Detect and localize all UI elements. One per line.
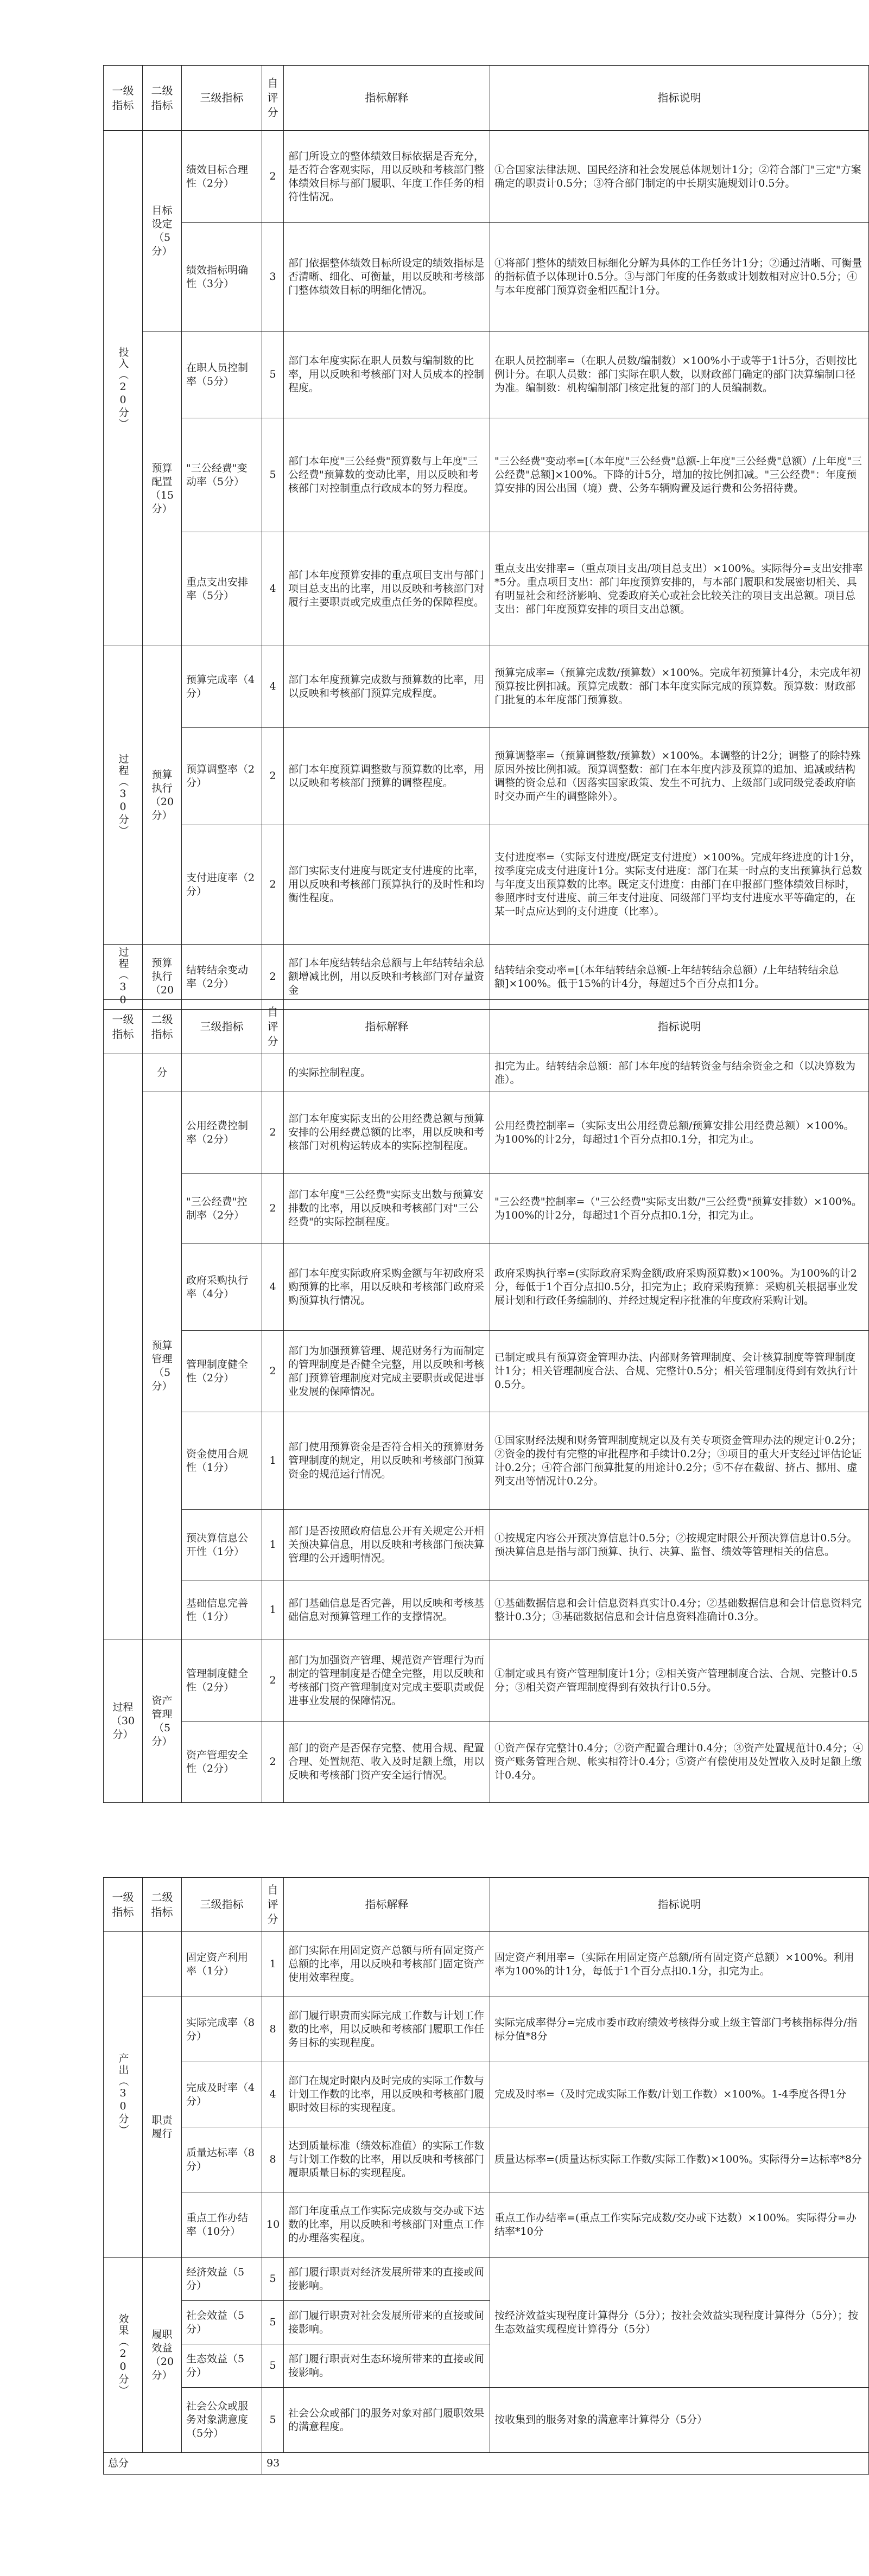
cell-l3: 重点支出安排率（5分） bbox=[182, 532, 262, 646]
group-l2: 预算执行（20分） bbox=[143, 646, 182, 945]
cell-l3: 预算完成率（4分） bbox=[182, 646, 262, 728]
table-row bbox=[104, 1244, 869, 1331]
cell-explain: 部门实际支付进度与既定支付进度的比率，用以反映和考核部门预算执行的及时性和均衡性程度。 bbox=[284, 825, 490, 945]
table-section-2 bbox=[0, 934, 864, 1818]
cell-l3: 预决算信息公开性（1分） bbox=[182, 1510, 262, 1580]
cell-desc: 政府采购执行率=(实际政府采购金额/政府采购预算数)×100%。为100%的计2分，每低于1个百分点扣0.5分，扣完为止；政府采购预算：采购机关根据事业发展计划和行政任务编制的、并经过规定程序批准的年度政府采购计划。 bbox=[490, 1244, 869, 1331]
cell-score: 2 bbox=[262, 1721, 284, 1803]
cell-explain: 部门实际在用固定资产总额与所有固定资产总额的比率，用以反映和考核部门固定资产使用效率程度。 bbox=[284, 1932, 490, 1997]
group-l2: 预算配置（15分） bbox=[143, 331, 182, 646]
header-l3: 三级指标 bbox=[182, 66, 262, 131]
group-l2: 履职效益（20分） bbox=[143, 2258, 182, 2453]
cell-score: 1 bbox=[262, 1580, 284, 1640]
cell-l3: 绩效指标明确性（3分） bbox=[182, 223, 262, 331]
cell-desc: ①合国家法律法规、国民经济和社会发展总体规划计1分；②符合部门"三定"方案确定的职责计0.5分；③符合部门制定的中长期实施规划计0.5分。 bbox=[490, 131, 869, 223]
cell-l3: 支付进度率（2分） bbox=[182, 825, 262, 945]
cell-l3: 固定资产利用率（1分） bbox=[182, 1932, 262, 1997]
cell-desc: ①制定或具有资产管理制度计1分；②相关资产管理制度合法、合规、完整计0.5分；③相关资产管理制度得到有效执行计0.5分。 bbox=[490, 1640, 869, 1721]
cell-l3: 管理制度健全性（2分） bbox=[182, 1640, 262, 1721]
cell-desc: 质量达标率=(质量达标实际工作数/实际工作数)×100%。实际得分=达标率*8分 bbox=[490, 2127, 869, 2192]
cell-score: 8 bbox=[262, 1997, 284, 2062]
cell-l3: 经济效益（5分） bbox=[182, 2258, 262, 2301]
cell-explain: 的实际控制程度。 bbox=[284, 1054, 490, 1092]
cell-l3: 完成及时率（4分） bbox=[182, 2062, 262, 2127]
header-l1: 一级指标 bbox=[104, 66, 143, 131]
cell-score: 4 bbox=[262, 2062, 284, 2127]
cell-desc: 固定资产利用率=（实际在用固定资产总额/所有固定资产总额）×100%。利用率为100%的计1分，每低于1个百分点扣0.1分，扣完为止。 bbox=[490, 1932, 869, 1997]
cell-explain: 部门履行职责对生态环境所带来的直接或间接影响。 bbox=[284, 2344, 490, 2388]
header-score: 自评分 bbox=[262, 1000, 284, 1054]
cell-score: 3 bbox=[262, 223, 284, 331]
header-l2: 二级指标 bbox=[143, 1878, 182, 1932]
cell-score: 2 bbox=[262, 1331, 284, 1412]
cell-desc: 实际完成率得分=完成市委市政府绩效考核得分或上级主管部门考核指标得分/指标分值*8分 bbox=[490, 1997, 869, 2062]
header-l3: 三级指标 bbox=[182, 1000, 262, 1054]
cell-explain: 达到质量标准（绩效标准值）的实际工作数与计划工作数的比率，用以反映和考核部门履职质量目标的实现程度。 bbox=[284, 2127, 490, 2192]
cell-desc: ①基础数据信息和会计信息资料真实计0.4分；②基础数据信息和会计信息资料完整计0.3分；③基础数据信息和会计信息资料准确计0.3分。 bbox=[490, 1580, 869, 1640]
table-section-1 bbox=[0, 0, 863, 1007]
table-row bbox=[104, 2127, 869, 2192]
group-l2: 预算管理（5分） bbox=[143, 1092, 182, 1640]
table-row bbox=[104, 532, 869, 646]
table-row bbox=[104, 223, 869, 331]
cell-l3: 质量达标率（8分） bbox=[182, 2127, 262, 2192]
cell-explain: 部门依据整体绩效目标所设定的绩效指标是否清晰、细化、可衡量，用以反映和考核部门整体绩效目标的明细化情况。 bbox=[284, 223, 490, 331]
cell-desc: "三公经费"控制率=（"三公经费"实际支出数/"三公经费"预算安排数）×100%。为100%的计2分，每超过1个百分点扣0.1分，扣完为止。 bbox=[490, 1174, 869, 1244]
cell-l3: 公用经费控制率（2分） bbox=[182, 1092, 262, 1174]
cell-explain: 部门本年度预算调整数与预算数的比率，用以反映和考核部门预算的调整程度。 bbox=[284, 728, 490, 825]
cell-desc: ①将部门整体的绩效目标细化分解为具体的工作任务计1分；②通过清晰、可衡量的指标值予以体现计0.5分。③与部门年度的任务数或计划数相对应计0.5分；④与本年度部门预算资金相匹配计1分。 bbox=[490, 223, 869, 331]
group-l2: 预算执行（20 bbox=[143, 945, 182, 1010]
cell-score: 1 bbox=[262, 1932, 284, 1997]
table-row bbox=[104, 646, 869, 728]
indicator-table-3 bbox=[103, 1877, 869, 2475]
cell-l3: 重点工作办结率（10分） bbox=[182, 2192, 262, 2258]
header-desc: 指标说明 bbox=[490, 1000, 869, 1054]
header-row bbox=[104, 66, 869, 131]
cell-explain: 部门履行职责而实际完成工作数与计划工作数的比率，用以反映和考核部门履职工作任务目标的实现程度。 bbox=[284, 1997, 490, 2062]
table-row bbox=[104, 728, 869, 825]
cell-explain: 部门是否按照政府信息公开有关规定公开相关预决算信息，用以反映和考核部门预决算管理的公开透明情况。 bbox=[284, 1510, 490, 1580]
cell-explain: 部门本年度实际在职人员数与编制数的比率，用以反映和考核部门对人员成本的控制程度。 bbox=[284, 331, 490, 418]
table-row bbox=[104, 2388, 869, 2453]
cell-explain: 社会公众或部门的服务对象对部门履职效果的满意程度。 bbox=[284, 2388, 490, 2453]
cell-score: 2 bbox=[262, 131, 284, 223]
table-row bbox=[104, 1510, 869, 1580]
group-l1: 过程（30 bbox=[104, 945, 143, 1010]
cell-desc: 重点支出安排率=（重点项目支出/项目总支出）×100%。实际得分=支出安排率*5分。重点项目支出：部门年度预算安排的，与本部门履职和发展密切相关、具有明显社会和经济影响、党委政府关心或社会比较关注的项目支出总额。项目总支出：部门年度预算安排的项目支出总额。 bbox=[490, 532, 869, 646]
cell-l3: 政府采购执行率（4分） bbox=[182, 1244, 262, 1331]
group-l2: 职责履行 bbox=[143, 1997, 182, 2258]
group-l1: 投入（20分） bbox=[104, 131, 143, 646]
group-l2: 资产管理（5分） bbox=[143, 1640, 182, 1803]
cell-score: 8 bbox=[262, 2127, 284, 2192]
cell-score: 2 bbox=[262, 1640, 284, 1721]
header-row bbox=[104, 1878, 869, 1932]
cell-desc: 在职人员控制率=（在职人员数/编制数）×100%小于或等于1计5分，否则按比例计分。在职人员数：部门实际在职人数，以财政部门确定的部门决算编制口径为准。编制数：机构编制部门核定批复的部门的人员编制数。 bbox=[490, 331, 869, 418]
cell-explain: 部门本年度预算完成数与预算数的比率，用以反映和考核部门预算完成程度。 bbox=[284, 646, 490, 728]
cell-l3: 资产管理安全性（2分） bbox=[182, 1721, 262, 1803]
cell-explain: 部门本年度实际支出的公用经费总额与预算安排的公用经费总额的比率，用以反映和考核部门对机构运转成本的实际控制程度。 bbox=[284, 1092, 490, 1174]
cell-score: 5 bbox=[262, 418, 284, 532]
cell-l3 bbox=[182, 1054, 262, 1092]
cell-explain: 部门为加强资产管理、规范资产管理行为而制定的管理制度是否健全完整，用以反映和考核部门资产管理制度对完成主要职责或促进事业发展的保障情况。 bbox=[284, 1640, 490, 1721]
cell-l3: 社会公众或服务对象满意度（5分） bbox=[182, 2388, 262, 2453]
cell-score bbox=[262, 1054, 284, 1092]
table-row bbox=[104, 2062, 869, 2127]
cell-score: 5 bbox=[262, 331, 284, 418]
cell-desc: 预算完成率=（预算完成数/预算数）×100%。完成年初预算计4分，未完成年初预算按比例扣减。预算完成数：部门本年度实际完成的预算数。预算数：财政部门批复的本年度部门预算数。 bbox=[490, 646, 869, 728]
table-row bbox=[104, 418, 869, 532]
table-row bbox=[104, 1932, 869, 1997]
group-l1: 过程（30分） bbox=[104, 646, 143, 945]
cell-desc: 按收集到的服务对象的满意率计算得分（5分） bbox=[490, 2388, 869, 2453]
cell-desc: ①资产保存完整计0.4分；②资产配置合理计0.4分；③资产处置规范计0.4分；④资产账务管理合规、帐实相符计0.4分；⑤资产有偿使用及处置收入及时足额上缴计0.4分。 bbox=[490, 1721, 869, 1803]
table-row bbox=[104, 331, 869, 418]
header-desc: 指标说明 bbox=[490, 66, 869, 131]
cell-explain: 部门本年度结转结余总额与上年结转结余总额增减比例，用以反映和考核部门对存量资金 bbox=[284, 945, 490, 1010]
cell-l3: 预算调整率（2分） bbox=[182, 728, 262, 825]
header-desc: 指标说明 bbox=[490, 1878, 869, 1932]
cell-explain: 部门本年度"三公经费"实际支出数与预算安排数的比率，用以反映和考核部门对"三公经费"的实际控制程度。 bbox=[284, 1174, 490, 1244]
group-l1: 过程（30分） bbox=[104, 1640, 143, 1803]
cell-explain: 部门基础信息是否完善，用以反映和考核基础信息对预算管理工作的支撑情况。 bbox=[284, 1580, 490, 1640]
cell-desc: ①按规定内容公开预决算信息计0.5分；②按规定时限公开预决算信息计0.5分。预决算信息是指与部门预算、执行、决算、监督、绩效等管理相关的信息。 bbox=[490, 1510, 869, 1580]
cell-explain: 部门所设立的整体绩效目标依据是否充分，是否符合客观实际，用以反映和考核部门整体绩效目标与部门履职、年度工作任务的相符性情况。 bbox=[284, 131, 490, 223]
cell-score: 1 bbox=[262, 1510, 284, 1580]
cell-score: 4 bbox=[262, 532, 284, 646]
table-row bbox=[104, 2258, 869, 2301]
indicator-table-1 bbox=[103, 65, 869, 1010]
cell-explain: 部门本年度实际政府采购金额与年初政府采购预算的比率，用以反映和考核部门政府采购预算执行情况。 bbox=[284, 1244, 490, 1331]
cell-desc: ①国家财经法规和财务管理制度规定以及有关专项资金管理办法的规定计0.2分；②资金的拨付有完整的审批程序和手续计0.2分；③项目的重大开支经过评估论证计0.2分；④符合部门预算批复的用途计0.2分；⑤不存在截留、挤占、挪用、虚列支出等情况计0.2分。 bbox=[490, 1412, 869, 1510]
table-row bbox=[104, 1174, 869, 1244]
cell-desc: 已制定或具有预算资金管理办法、内部财务管理制度、会计核算制度等管理制度计1分；相关管理制度合法、合规、完整计0.5分；相关管理制度得到有效执行计0.5分。 bbox=[490, 1331, 869, 1412]
header-l1: 一级指标 bbox=[104, 1000, 143, 1054]
group-l2 bbox=[143, 1932, 182, 1997]
cell-explain: 部门使用预算资金是否符合相关的预算财务管理制度的规定，用以反映和考核部门预算资金的规范运行情况。 bbox=[284, 1412, 490, 1510]
cell-l3: 基础信息完善性（1分） bbox=[182, 1580, 262, 1640]
header-explain: 指标解释 bbox=[284, 1878, 490, 1932]
header-l1: 一级指标 bbox=[104, 1878, 143, 1932]
cell-explain: 部门本年度预算安排的重点项目支出与部门项目总支出的比率，用以反映和考核部门对履行主要职责或完成重点任务的保障程度。 bbox=[284, 532, 490, 646]
cell-l3: 在职人员控制率（5分） bbox=[182, 331, 262, 418]
cell-score: 2 bbox=[262, 728, 284, 825]
header-explain: 指标解释 bbox=[284, 66, 490, 131]
cell-score: 2 bbox=[262, 1174, 284, 1244]
table-row bbox=[104, 2192, 869, 2258]
cell-explain: 部门在规定时限内及时完成的实际工作数与计划工作数的比率，用以反映和考核部门履职时效目标的实现程度。 bbox=[284, 2062, 490, 2127]
cell-desc: 结转结余变动率=[（本年结转结余总额-上年结转结余总额）/上年结转结余总额]×100%。低于15%的计4分，每超过5个百分点扣1分。 bbox=[490, 945, 869, 1010]
cell-l3: 生态效益（5分） bbox=[182, 2344, 262, 2388]
cell-l3: 资金使用合规性（1分） bbox=[182, 1412, 262, 1510]
table-row bbox=[104, 1721, 869, 1803]
table-row bbox=[104, 1580, 869, 1640]
cell-score: 2 bbox=[262, 945, 284, 1010]
total-score: 93 bbox=[262, 2453, 869, 2475]
header-l2: 二级指标 bbox=[143, 1000, 182, 1054]
group-l2: 分 bbox=[143, 1054, 182, 1092]
cell-l3: "三公经费"控制率（2分） bbox=[182, 1174, 262, 1244]
cell-explain: 部门履行职责对经济发展所带来的直接或间接影响。 bbox=[284, 2258, 490, 2301]
cell-explain: 部门为加强预算管理、规范财务行为而制定的管理制度是否健全完整，用以反映和考核部门预算管理制度对完成主要职责或促进事业发展的保障情况。 bbox=[284, 1331, 490, 1412]
header-l2: 二级指标 bbox=[143, 66, 182, 131]
cell-desc: 公用经费控制率=（实际支出公用经费总额/预算安排公用经费总额）×100%。为100%的计2分，每超过1个百分点扣0.1分，扣完为止。 bbox=[490, 1092, 869, 1174]
table-row bbox=[104, 1054, 869, 1092]
cell-explain: 部门履行职责对社会发展所带来的直接或间接影响。 bbox=[284, 2301, 490, 2344]
cell-l3: "三公经费"变动率（5分） bbox=[182, 418, 262, 532]
group-l2: 目标设定（5分） bbox=[143, 131, 182, 331]
header-explain: 指标解释 bbox=[284, 1000, 490, 1054]
cell-score: 2 bbox=[262, 1092, 284, 1174]
table-section-3 bbox=[0, 1818, 861, 2576]
table-row bbox=[104, 1331, 869, 1412]
table-row bbox=[104, 825, 869, 945]
cell-desc: 按经济效益实现程度计算得分（5分）；按社会效益实现程度计算得分（5分）；按生态效益实现程度计算得分（5分） bbox=[490, 2258, 869, 2388]
group-l1: 效果（20分） bbox=[104, 2258, 143, 2453]
table-row bbox=[104, 1997, 869, 2062]
table-row bbox=[104, 1640, 869, 1721]
cell-score: 10 bbox=[262, 2192, 284, 2258]
table-row bbox=[104, 1412, 869, 1510]
header-score: 自评分 bbox=[262, 66, 284, 131]
table-row bbox=[104, 131, 869, 223]
cell-desc: "三公经费"变动率=[（本年度"三公经费"总额-上年度"三公经费"总额）/上年度"三公经费"总额]×100%。下降的计5分，增加的按比例扣减。"三公经费"：年度预算安排的因公出国（境）费、公务车辆购置及运行费和公务招待费。 bbox=[490, 418, 869, 532]
total-row bbox=[104, 2453, 869, 2475]
header-l3: 三级指标 bbox=[182, 1878, 262, 1932]
cell-score: 5 bbox=[262, 2388, 284, 2453]
indicator-table-2 bbox=[103, 999, 869, 1803]
cell-score: 4 bbox=[262, 1244, 284, 1331]
cell-l3: 绩效目标合理性（2分） bbox=[182, 131, 262, 223]
group-l1: 产出（30分） bbox=[104, 1932, 143, 2258]
header-score: 自评分 bbox=[262, 1878, 284, 1932]
cell-l3: 结转结余变动率（2分） bbox=[182, 945, 262, 1010]
header-row bbox=[104, 1000, 869, 1054]
cell-score: 2 bbox=[262, 825, 284, 945]
cell-score: 1 bbox=[262, 1412, 284, 1510]
total-label: 总分 bbox=[104, 2453, 262, 2475]
table-row bbox=[104, 1092, 869, 1174]
cell-l3: 实际完成率（8分） bbox=[182, 1997, 262, 2062]
cell-explain: 部门本年度"三公经费"预算数与上年度"三公经费"预算数的变动比率，用以反映和考核部门对控制重点行政成本的努力程度。 bbox=[284, 418, 490, 532]
cell-score: 4 bbox=[262, 646, 284, 728]
cell-desc: 完成及时率=（及时完成实际工作数/计划工作数）×100%。1-4季度各得1分 bbox=[490, 2062, 869, 2127]
cell-score: 5 bbox=[262, 2258, 284, 2301]
cell-desc: 预算调整率=（预算调整数/预算数）×100%。本调整的计2分；调整了的除特殊原因外按比例扣减。预算调整数：部门在本年度内涉及预算的追加、追减或结构调整的资金总和（因落实国家政策、发生不可抗力、上级部门或同级党委政府临时交办而产生的调整除外）。 bbox=[490, 728, 869, 825]
cell-desc: 重点工作办结率=(重点工作实际完成数/交办或下达数）×100%。实际得分=办结率*10分 bbox=[490, 2192, 869, 2258]
cell-score: 5 bbox=[262, 2301, 284, 2344]
cell-desc: 扣完为止。结转结余总额：部门本年度的结转资金与结余资金之和（以决算数为准）。 bbox=[490, 1054, 869, 1092]
cell-l3: 管理制度健全性（2分） bbox=[182, 1331, 262, 1412]
group-l1 bbox=[104, 1054, 143, 1640]
cell-l3: 社会效益（5分） bbox=[182, 2301, 262, 2344]
cell-desc: 支付进度率=（实际支付进度/既定支付进度）×100%。完成年终进度的计1分，按季度完成支付进度计1分。实际支付进度：部门在某一时点的支出预算执行总数与年度支出预算数的比率。既定支付进度：由部门在申报部门整体绩效目标时，参照序时支付进度、前三年支付进度、同级部门平均支付进度水平等确定的，在某一时点应达到的支付进度（比率）。 bbox=[490, 825, 869, 945]
cell-explain: 部门的资产是否保存完整、使用合规、配置合理、处置规范、收入及时足额上缴，用以反映和考核部门资产安全运行情况。 bbox=[284, 1721, 490, 1803]
cell-score: 5 bbox=[262, 2344, 284, 2388]
cell-explain: 部门年度重点工作实际完成数与交办或下达数的比率，用以反映和考核部门对重点工作的办理落实程度。 bbox=[284, 2192, 490, 2258]
